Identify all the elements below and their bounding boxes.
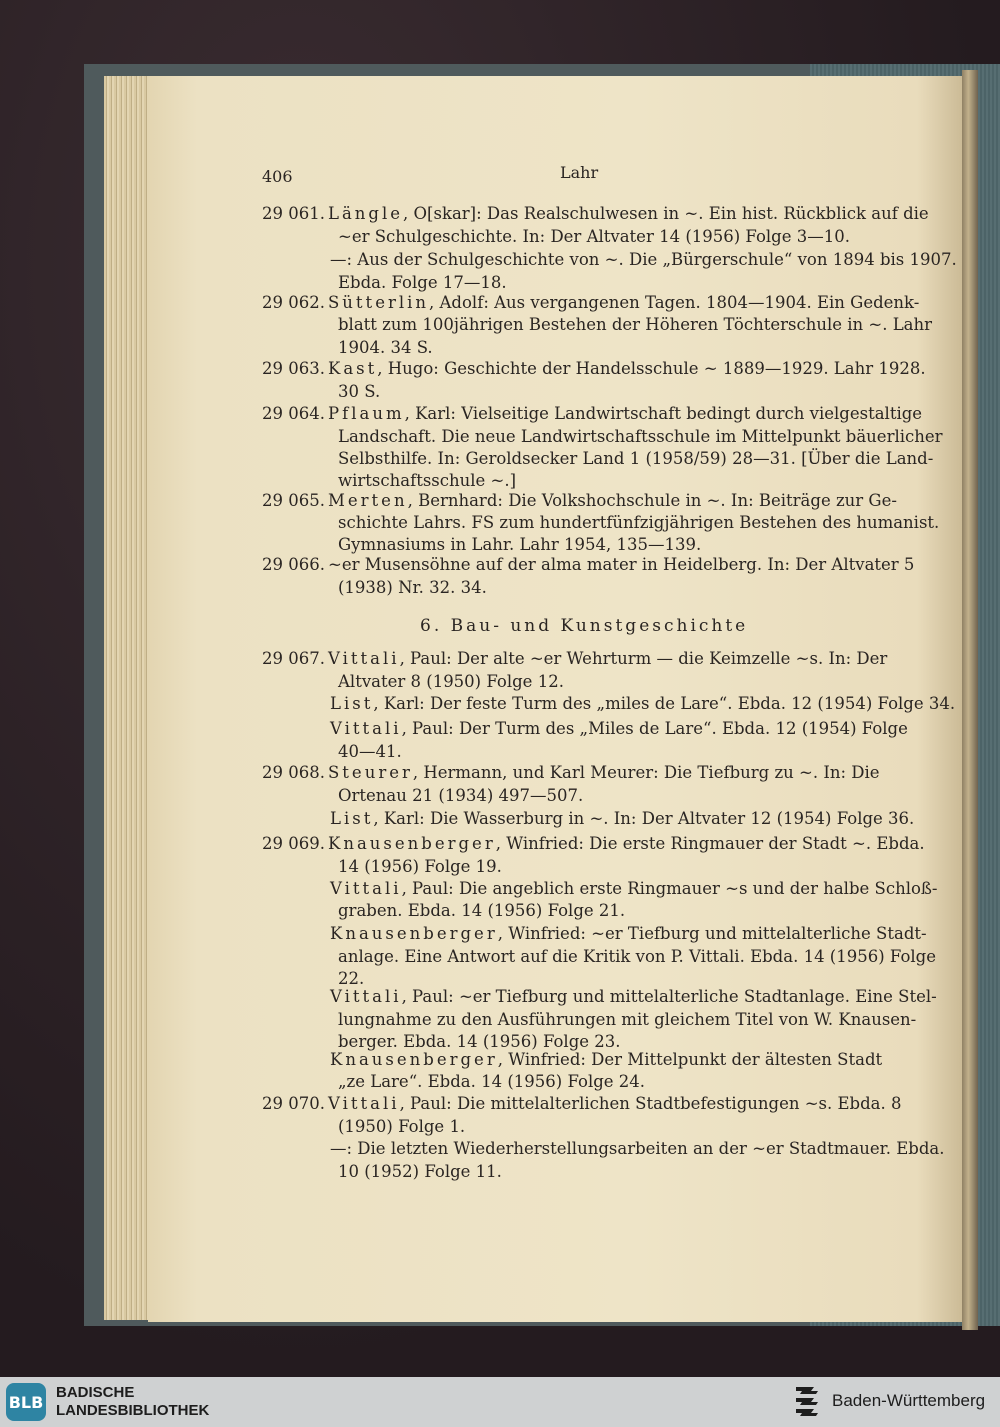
entry-line bbox=[328, 490, 897, 512]
entry-line bbox=[338, 448, 933, 470]
entry-text: (1950) Folge 1. bbox=[338, 1117, 466, 1136]
entry-line bbox=[330, 693, 955, 715]
entry-line bbox=[330, 1049, 882, 1071]
entry-text: , Karl: Die Wasserburg in ~. In: Der Altvater 12 (1954) Folge 36. bbox=[373, 809, 915, 828]
entry-text: 14 (1956) Folge 19. bbox=[338, 857, 502, 876]
entry-text: Landschaft. Die neue Landwirtschaftsschule im Mittelpunkt bäuerlicher bbox=[338, 427, 943, 446]
entry-text: berger. Ebda. 14 (1956) Folge 23. bbox=[338, 1032, 621, 1051]
entry-text: , Bernhard: Die Volkshochschule in ~. In: Beiträge zur Ge- bbox=[407, 491, 897, 510]
entry-author: Kast bbox=[328, 359, 378, 378]
entry-line bbox=[338, 337, 433, 359]
library-name-line1: BADISCHE bbox=[56, 1384, 135, 1401]
page-number: 406 bbox=[262, 167, 293, 186]
entry-text: „ze Lare“. Ebda. 14 (1956) Folge 24. bbox=[338, 1072, 646, 1091]
entry-number: 29 062. bbox=[262, 293, 325, 312]
entry-text: , Hermann, und Karl Meurer: Die Tiefburg zu ~. In: Die bbox=[412, 763, 880, 782]
entry-text: —: Die letzten Wiederherstellungsarbeiten an der ~er Stadtmauer. Ebda. bbox=[330, 1139, 945, 1158]
entry-text: 30 S. bbox=[338, 382, 381, 401]
entry-text: ~er Schulgeschichte. In: Der Altvater 14 (1956) Folge 3—10. bbox=[338, 227, 850, 246]
entry-line bbox=[328, 403, 922, 425]
entry-text: , Paul: Die mittelalterlichen Stadtbefestigungen ~s. Ebda. 8 bbox=[399, 1094, 902, 1113]
entry-line bbox=[338, 381, 380, 403]
entry-line bbox=[328, 833, 925, 855]
entry-text: 40—41. bbox=[338, 742, 402, 761]
entry-number: 29 064. bbox=[262, 404, 325, 423]
entry-text: anlage. Eine Antwort auf die Kritik von P. Vittali. Ebda. 14 (1956) Folge bbox=[338, 947, 937, 966]
entry-line bbox=[338, 1009, 916, 1031]
book-spine bbox=[962, 70, 978, 1330]
entry-text: , Karl: Vielseitige Landwirtschaft bedingt durch vielgestaltige bbox=[404, 404, 923, 423]
entry-line bbox=[328, 203, 929, 225]
entry-author: Pflaum bbox=[328, 404, 405, 423]
blb-logo-icon[interactable]: BLB bbox=[6, 1383, 46, 1421]
entry-line bbox=[338, 426, 943, 448]
entry-author: List bbox=[330, 694, 374, 713]
entry-text: , Paul: Der Turm des „Miles de Lare“. Ebda. 12 (1954) Folge bbox=[401, 719, 908, 738]
entry-line bbox=[328, 358, 926, 380]
entry-text: , Paul: ~er Tiefburg und mittelalterliche Stadtanlage. Eine Stel- bbox=[401, 987, 937, 1006]
entry-line bbox=[330, 878, 938, 900]
entry-line bbox=[338, 534, 701, 556]
entry-line bbox=[338, 512, 939, 534]
entry-author: Knausenberger bbox=[330, 924, 498, 943]
entry-text: Ebda. Folge 17—18. bbox=[338, 273, 507, 292]
entry-text: , Adolf: Aus vergangenen Tagen. 1804—1904. Ein Gedenk- bbox=[429, 293, 920, 312]
entry-text: Gymnasiums in Lahr. Lahr 1954, 135—139. bbox=[338, 535, 702, 554]
entry-line bbox=[338, 1071, 645, 1093]
entry-text: schichte Lahrs. FS zum hundertfünfzigjährigen Bestehen des humanist. bbox=[338, 513, 940, 532]
entry-line bbox=[338, 272, 507, 294]
library-name[interactable] bbox=[56, 1384, 209, 1420]
entry-line bbox=[338, 470, 516, 492]
page-stack-edge bbox=[104, 76, 150, 1320]
entry-author: Merten bbox=[328, 491, 408, 510]
entry-author: Sütterlin bbox=[328, 293, 430, 312]
entry-text: , Paul: Der alte ~er Wehrturm — die Keimzelle ~s. In: Der bbox=[399, 649, 888, 668]
entry-author: List bbox=[330, 809, 374, 828]
entry-number: 29 070. bbox=[262, 1094, 325, 1113]
entry-line bbox=[338, 1161, 502, 1183]
library-name-line2: LANDESBIBLIOTHEK bbox=[56, 1402, 210, 1419]
entry-line bbox=[338, 785, 583, 807]
state-lions-icon bbox=[792, 1383, 822, 1421]
entry-text: Altvater 8 (1950) Folge 12. bbox=[338, 672, 564, 691]
entry-text: , Paul: Die angeblich erste Ringmauer ~s und der halbe Schloß- bbox=[401, 879, 938, 898]
entry-line bbox=[338, 741, 402, 763]
entry-author: Knausenberger bbox=[330, 1050, 498, 1069]
entry-text: , O[skar]: Das Realschulwesen in ~. Ein hist. Rückblick auf die bbox=[403, 204, 929, 223]
entry-line bbox=[330, 923, 927, 945]
entry-number: 29 066. bbox=[262, 555, 325, 574]
entry-text: blatt zum 100jährigen Bestehen der Höheren Töchterschule in ~. Lahr bbox=[338, 315, 933, 334]
state-name[interactable]: Baden-Württemberg bbox=[832, 1391, 986, 1410]
entry-line bbox=[330, 718, 908, 740]
entry-text: , Winfried: ~er Tiefburg und mittelalterliche Stadt- bbox=[497, 924, 927, 943]
entry-text: , Hugo: Geschichte der Handelsschule ~ 1889—1929. Lahr 1928. bbox=[377, 359, 926, 378]
entry-text: , Winfried: Die erste Ringmauer der Stadt ~. Ebda. bbox=[495, 834, 925, 853]
entry-text: lungnahme zu den Ausführungen mit gleichem Titel von W. Knausen- bbox=[338, 1010, 917, 1029]
entry-line bbox=[330, 1138, 945, 1160]
entry-author: Vittali bbox=[330, 719, 402, 738]
running-header: Lahr bbox=[560, 163, 599, 182]
entry-number: 29 065. bbox=[262, 491, 325, 510]
entry-text: ~er Musensöhne auf der alma mater in Heidelberg. In: Der Altvater 5 bbox=[328, 555, 915, 574]
entry-line bbox=[330, 986, 937, 1008]
entry-text: wirtschaftsschule ~.] bbox=[338, 471, 517, 490]
entry-text: , Karl: Der feste Turm des „miles de Lare“. Ebda. 12 (1954) Folge 34. bbox=[373, 694, 956, 713]
entry-author: Vittali bbox=[330, 879, 402, 898]
entry-line bbox=[328, 1093, 901, 1115]
entry-text: (1938) Nr. 32. 34. bbox=[338, 578, 487, 597]
entry-author: Knausenberger bbox=[328, 834, 496, 853]
entry-line bbox=[338, 577, 487, 599]
entry-number: 29 067. bbox=[262, 649, 325, 668]
entry-author: Vittali bbox=[328, 649, 400, 668]
entry-number: 29 069. bbox=[262, 834, 325, 853]
entry-author: Steurer bbox=[328, 763, 413, 782]
entry-text: , Winfried: Der Mittelpunkt der ältesten Stadt bbox=[497, 1050, 883, 1069]
entry-line bbox=[328, 762, 880, 784]
entry-text: —: Aus der Schulgeschichte von ~. Die „Bürgerschule“ von 1894 bis 1907. bbox=[330, 250, 957, 269]
entry-line bbox=[338, 946, 936, 968]
entry-number: 29 068. bbox=[262, 763, 325, 782]
entry-line bbox=[338, 314, 932, 336]
entry-number: 29 063. bbox=[262, 359, 325, 378]
entry-line bbox=[328, 648, 887, 670]
entry-text: graben. Ebda. 14 (1956) Folge 21. bbox=[338, 901, 626, 920]
entry-text: 22. bbox=[338, 969, 365, 988]
entry-line bbox=[338, 900, 625, 922]
entry-line bbox=[338, 226, 850, 248]
entry-author: Vittali bbox=[330, 987, 402, 1006]
entry-number: 29 061. bbox=[262, 204, 325, 223]
section-heading: 6. Bau- und Kunstgeschichte bbox=[420, 616, 749, 636]
entry-line bbox=[330, 808, 914, 830]
entry-line bbox=[330, 249, 957, 271]
entry-line bbox=[328, 554, 914, 576]
entry-author: Längle bbox=[328, 204, 404, 223]
entry-text: 1904. 34 S. bbox=[338, 338, 433, 357]
entry-text: Ortenau 21 (1934) 497—507. bbox=[338, 786, 584, 805]
entry-text: Selbsthilfe. In: Geroldsecker Land 1 (1958/59) 28—31. [Über die Land- bbox=[338, 449, 934, 468]
entry-line bbox=[338, 856, 502, 878]
entry-text: 10 (1952) Folge 11. bbox=[338, 1162, 502, 1181]
entry-author: Vittali bbox=[328, 1094, 400, 1113]
entry-line bbox=[338, 1116, 465, 1138]
entry-line bbox=[338, 671, 564, 693]
entry-line bbox=[328, 292, 919, 314]
